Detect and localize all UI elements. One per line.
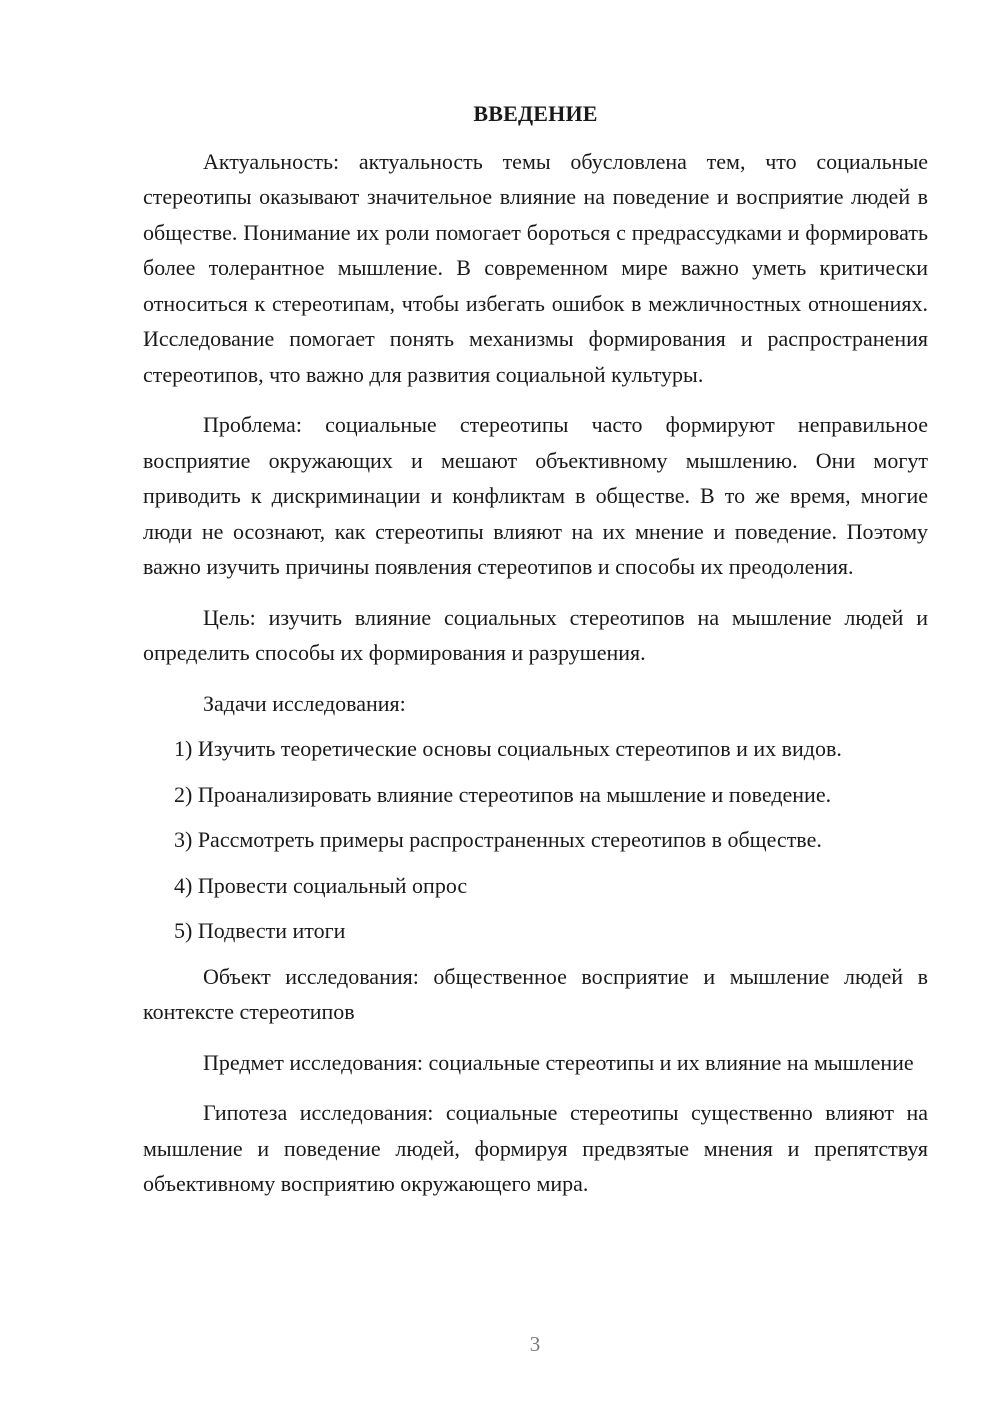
paragraph-object: Объект исследования: общественное восприятие и мышление людей в контексте стереотипов bbox=[143, 963, 928, 1024]
page-title: ВВЕДЕНИЕ bbox=[473, 101, 598, 126]
paragraph-hypothesis: Гипотеза исследования: социальные стереотипы существенно влияют на мышление и поведение людей, формируя предвзятые мнения и препятствуя объективному восприятию окружающего мира. bbox=[143, 1100, 928, 1196]
paragraph-subject: Предмет исследования: социальные стереотипы и их влияние на мышление bbox=[203, 1049, 914, 1075]
task-item: 1) Изучить теоретические основы социальных стереотипов и их видов. bbox=[174, 736, 842, 761]
task-item: 2) Проанализировать влияние стереотипов на мышление и поведение. bbox=[174, 781, 832, 807]
paragraph-relevance: Актуальность: актуальность темы обусловлена тем, что социальные стереотипы оказывают значительное влияние на поведение и восприятие людей в обществе. Понимание их роли помогает бороться с предрассудками и формировать более толерантное мышление. В современном мире важно уметь критически относиться к стереотипам, чтобы избегать ошибок в межличностных отношениях. Исследование помогает понять механизмы формирования и распространения стереотипов, что важно для развития социальной культуры. bbox=[143, 148, 928, 387]
page-number: 3 bbox=[529, 1332, 541, 1356]
paragraph-goal: Цель: изучить влияние социальных стереотипов на мышление людей и определить способы их формирования и разрушения. bbox=[143, 604, 928, 665]
task-item: 3) Рассмотреть примеры распространенных стереотипов в обществе. bbox=[174, 827, 822, 852]
paragraph-problem: Проблема: социальные стереотипы часто формируют неправильное восприятие окружающих и мешают объективному мышлению. Они могут приводить к дискриминации и конфликтам в обществе. В то же время, многие люди не осознают, как стереотипы влияют на их мнение и поведение. Поэтому важно изучить причины появления стереотипов и способы их преодоления. bbox=[143, 412, 928, 579]
document-page bbox=[143, 96, 928, 1217]
task-item: 4) Провести социальный опрос bbox=[174, 872, 468, 898]
tasks-heading: Задачи исследования: bbox=[203, 690, 406, 716]
task-item: 5) Подвести итоги bbox=[174, 918, 346, 943]
tasks-list bbox=[143, 731, 928, 949]
